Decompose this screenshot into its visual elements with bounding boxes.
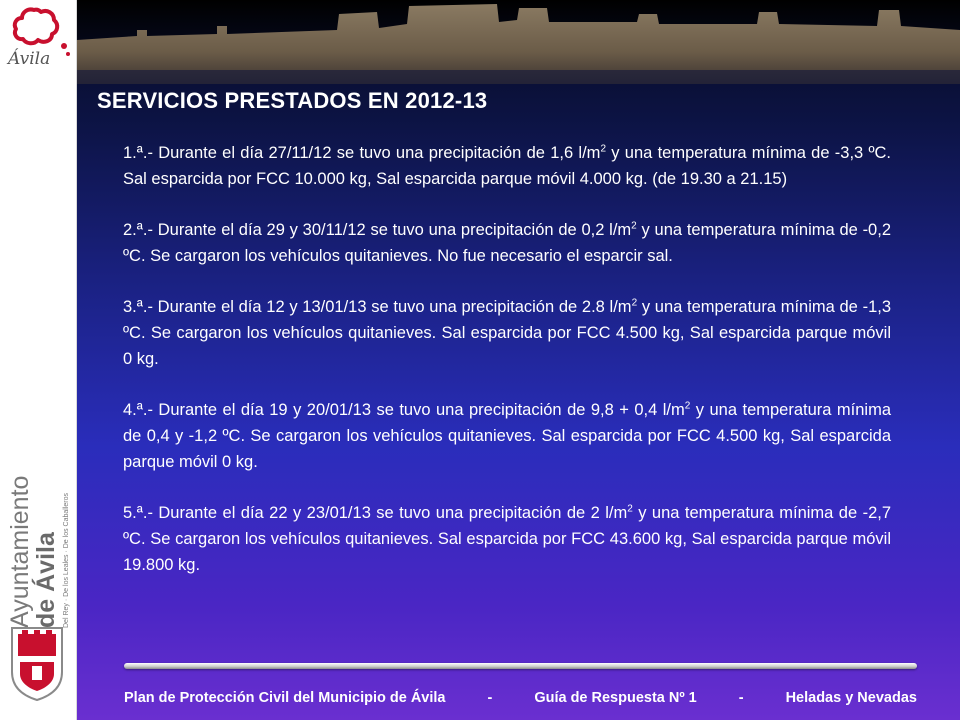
unit-superscript: 2 [600,143,606,155]
paragraph-item [123,217,891,269]
paragraph-text: y una temperatura mínima de 0,4 y -1,2 ºC. Se cargaron los vehículos quitanieves. Sal esparcida por FCC 4.500 kg, Sal esparcida parque móvil 0 kg. [123,401,891,471]
unit-superscript: 2 [631,297,638,309]
coat-of-arms-icon [8,622,66,702]
paragraph-item [123,140,891,192]
paragraph-text: 3.ª.- Durante el día 12 y 13/01/13 se tuvo una precipitación de 2.8 l/m [123,298,632,316]
paragraph-text: 2.ª.- Durante el día 29 y 30/11/12 se tuvo una precipitación de 0,2 l/m [123,221,632,239]
paragraph-text: y una temperatura mínima de -2,7 ºC. Se cargaron los vehículos quitanieves. Sal esparcida por FCC 43.600 kg, Sal esparcida parque móvil 19.800 kg. [123,504,892,574]
logo-dot-icon [66,52,70,56]
sidebar [0,0,77,720]
paragraph-list [123,140,891,603]
footer-separator: - [738,690,744,706]
footer-plan: Plan de Protección Civil del Municipio de Ávila [124,690,446,706]
paragraph-text: y una temperatura mínima de -1,3 ºC. Se cargaron los vehículos quitanieves. Sal esparcida por FCC 4.500 kg, Sal esparcida parque móvil 0 kg. [123,298,892,368]
paragraph-text: y una temperatura mínima de -3,3 ºC. Sal esparcida por FCC 10.000 kg, Sal esparcida parque móvil 4.000 kg. (de 19.30 a 21.15) [123,144,892,188]
paragraph-item [123,294,891,372]
footer-guide: Guía de Respuesta Nº 1 [534,690,697,706]
paragraph-text: 5.ª.- Durante el día 22 y 23/01/13 se tuvo una precipitación de 2 l/m [123,504,628,522]
city-wall-banner [77,0,960,84]
logo-cloud-icon [15,9,57,43]
logo-text: Ávila [8,49,51,68]
paragraph-text: 4.ª.- Durante el día 19 y 20/01/13 se tuvo una precipitación de 9,8 + 0,4 l/m [123,401,685,419]
unit-superscript: 2 [627,503,633,515]
footer [124,690,917,706]
paragraph-text: y una temperatura mínima de -0,2 ºC. Se cargaron los vehículos quitanieves. No fue necesario el esparcir sal. [123,221,891,265]
slide-main [77,0,960,720]
paragraph-item [123,397,891,475]
avila-logo [4,4,72,68]
brand-line-2: de Ávila [32,532,60,628]
slide-title: SERVICIOS PRESTADOS EN 2012-13 [97,88,488,113]
logo-dot-icon [61,43,67,49]
paragraph-item [123,500,891,578]
ayuntamiento-wordmark [0,440,76,640]
footer-divider [124,663,917,669]
brand-line-1: Ayuntamiento [6,475,34,628]
unit-superscript: 2 [684,400,691,412]
footer-topic: Heladas y Nevadas [785,690,917,706]
footer-separator: - [487,690,493,706]
paragraph-text: 1.ª.- Durante el día 27/11/12 se tuvo una precipitación de 1,6 l/m [123,144,601,162]
brand-motto: Del Rey · De los Leales · De los Caballeros [63,493,70,628]
unit-superscript: 2 [631,220,637,232]
